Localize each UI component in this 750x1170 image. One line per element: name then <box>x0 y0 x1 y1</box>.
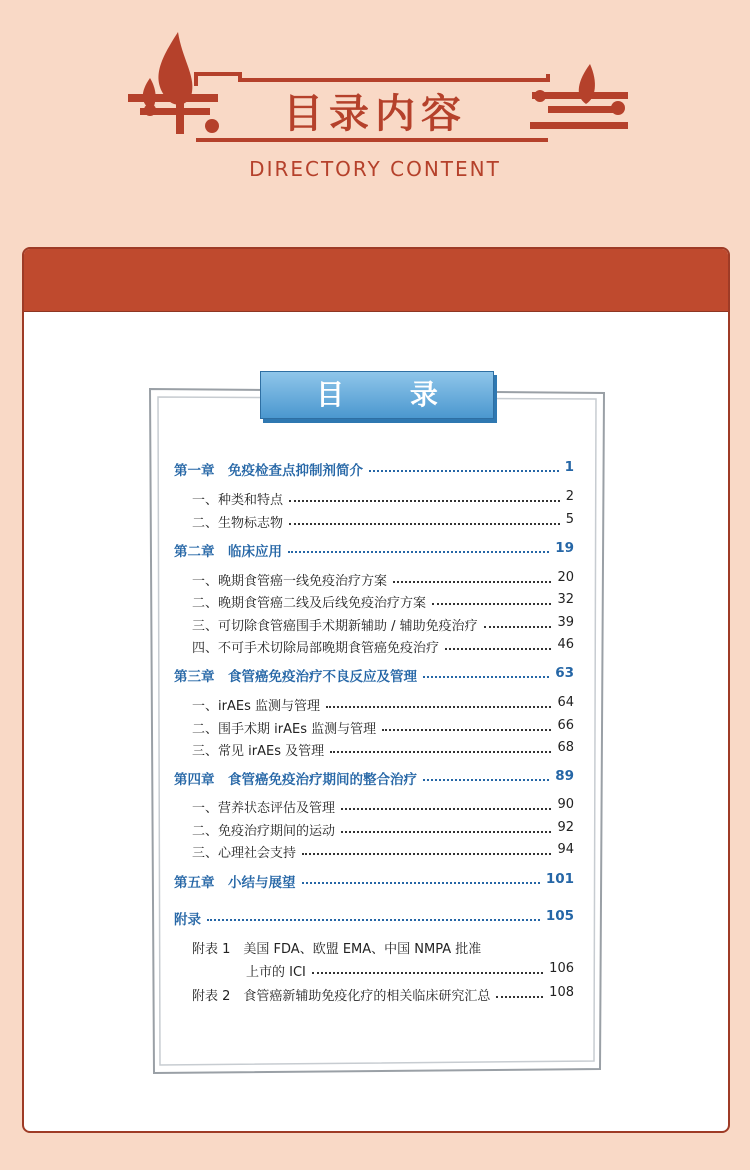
toc-entry-label: 第五章 小结与展望 <box>174 871 296 891</box>
toc-chapter-row <box>174 871 574 891</box>
toc-entry-label: 第二章 临床应用 <box>174 540 282 560</box>
toc-page-number: 46 <box>557 637 574 652</box>
toc-dot-leader <box>393 571 551 583</box>
toc-page-number: 64 <box>557 695 574 710</box>
toc-entry-row <box>174 740 574 760</box>
toc-dot-leader <box>423 769 549 781</box>
toc-dot-leader <box>382 719 551 731</box>
toc-page-number: 20 <box>557 570 574 585</box>
toc-dot-leader <box>302 843 551 855</box>
toc-entry-label: 二、围手术期 irAEs 监测与管理 <box>192 718 376 737</box>
toc-entry-label: 附表 2 食管癌新辅助免疫化疗的相关临床研究汇总 <box>192 985 490 1004</box>
toc-page-number: 19 <box>555 540 574 556</box>
page-subtitle: DIRECTORY CONTENT <box>249 157 501 181</box>
toc-dot-leader <box>330 741 551 753</box>
toc-entry-label: 三、可切除食管癌围手术期新辅助 / 辅助免疫治疗 <box>192 615 478 634</box>
toc-page-number: 39 <box>557 615 574 630</box>
toc-page-number: 105 <box>545 908 574 924</box>
toc-dot-leader <box>341 821 551 833</box>
toc-page-number: 106 <box>549 961 574 976</box>
toc-entry-label: 第一章 免疫检查点抑制剂简介 <box>174 459 363 479</box>
toc-entry-label: 第三章 食管癌免疫治疗不良反应及管理 <box>174 665 417 685</box>
toc-chapter-row <box>174 540 574 560</box>
toc-page-number: 1 <box>564 459 574 475</box>
toc-entry-label: 三、心理社会支持 <box>192 842 296 861</box>
card-header-bar <box>24 249 728 312</box>
toc-chapter-row <box>174 768 574 788</box>
toc-page-number: 101 <box>545 871 574 887</box>
toc-entry-label: 三、常见 irAEs 及管理 <box>192 740 324 759</box>
toc-entry-label: 一、irAEs 监测与管理 <box>192 695 320 714</box>
toc-entry-label: 一、营养状态评估及管理 <box>192 797 335 816</box>
toc-entry-row <box>174 637 574 657</box>
toc-page-number: 89 <box>555 768 574 784</box>
toc-entry-label: 附表 1 美国 FDA、欧盟 EMA、中国 NMPA 批准 <box>192 938 481 957</box>
toc-dot-leader <box>288 541 549 553</box>
toc-entry-row <box>174 718 574 738</box>
toc-page-number: 5 <box>565 512 574 527</box>
toc-entry-label: 一、种类和特点 <box>192 489 283 508</box>
toc-dot-leader <box>289 513 560 525</box>
content-card <box>22 247 730 1133</box>
toc-dot-leader <box>289 490 560 502</box>
toc-entry-row <box>174 695 574 715</box>
toc-entry-label: 二、免疫治疗期间的运动 <box>192 820 335 839</box>
toc-entry-row <box>174 842 574 862</box>
toc-page-number: 63 <box>555 665 574 681</box>
toc-entry-row <box>174 985 574 1005</box>
toc-chapter-row <box>174 908 574 928</box>
toc-entry-row <box>174 615 574 635</box>
toc-dot-leader <box>312 962 543 974</box>
toc-entry-label: 四、不可手术切除局部晚期食管癌免疫治疗 <box>192 637 439 656</box>
toc-page-number: 66 <box>557 718 574 733</box>
toc-dot-leader <box>326 696 551 708</box>
toc-dot-leader <box>369 460 559 472</box>
toc-entry-label: 上市的 ICI <box>246 961 306 980</box>
toc-dot-leader <box>423 666 549 678</box>
toc-entry-row <box>174 938 574 958</box>
toc-dot-leader <box>207 909 540 921</box>
toc-entry-row <box>174 592 574 612</box>
toc-dot-leader <box>445 638 551 650</box>
toc-chapter-row <box>174 459 574 479</box>
toc-dot-leader <box>302 872 540 884</box>
toc-page-number: 2 <box>565 489 574 504</box>
toc-entry-row <box>174 797 574 817</box>
toc-entry-row <box>174 512 574 532</box>
toc-entry-row <box>174 820 574 840</box>
toc-entry-row <box>174 961 574 981</box>
toc-page-number: 68 <box>557 740 574 755</box>
toc-heading-box <box>260 371 494 419</box>
toc-page-number: 92 <box>557 820 574 835</box>
toc-entry-row <box>174 570 574 590</box>
toc-entry-label: 第四章 食管癌免疫治疗期间的整合治疗 <box>174 768 417 788</box>
toc-entry-label: 二、晚期食管癌二线及后线免疫治疗方案 <box>192 592 426 611</box>
toc-entry-label: 一、晚期食管癌一线免疫治疗方案 <box>192 570 387 589</box>
toc-page-number: 90 <box>557 797 574 812</box>
toc-entry-label: 二、生物标志物 <box>192 512 283 531</box>
toc-entry-label: 附录 <box>174 908 201 928</box>
toc-page-number: 32 <box>557 592 574 607</box>
toc-dot-leader <box>484 616 551 628</box>
toc-dot-leader <box>341 798 551 810</box>
toc-dot-leader <box>496 986 543 998</box>
toc-page-number: 94 <box>557 842 574 857</box>
header-banner <box>0 0 750 230</box>
page-title: 目录内容 <box>283 90 467 137</box>
toc-chapter-row <box>174 665 574 685</box>
toc-heading: 目 录 <box>316 378 466 411</box>
toc-page-number: 108 <box>549 985 574 1000</box>
toc-entry-row <box>174 489 574 509</box>
toc-dot-leader <box>432 593 551 605</box>
